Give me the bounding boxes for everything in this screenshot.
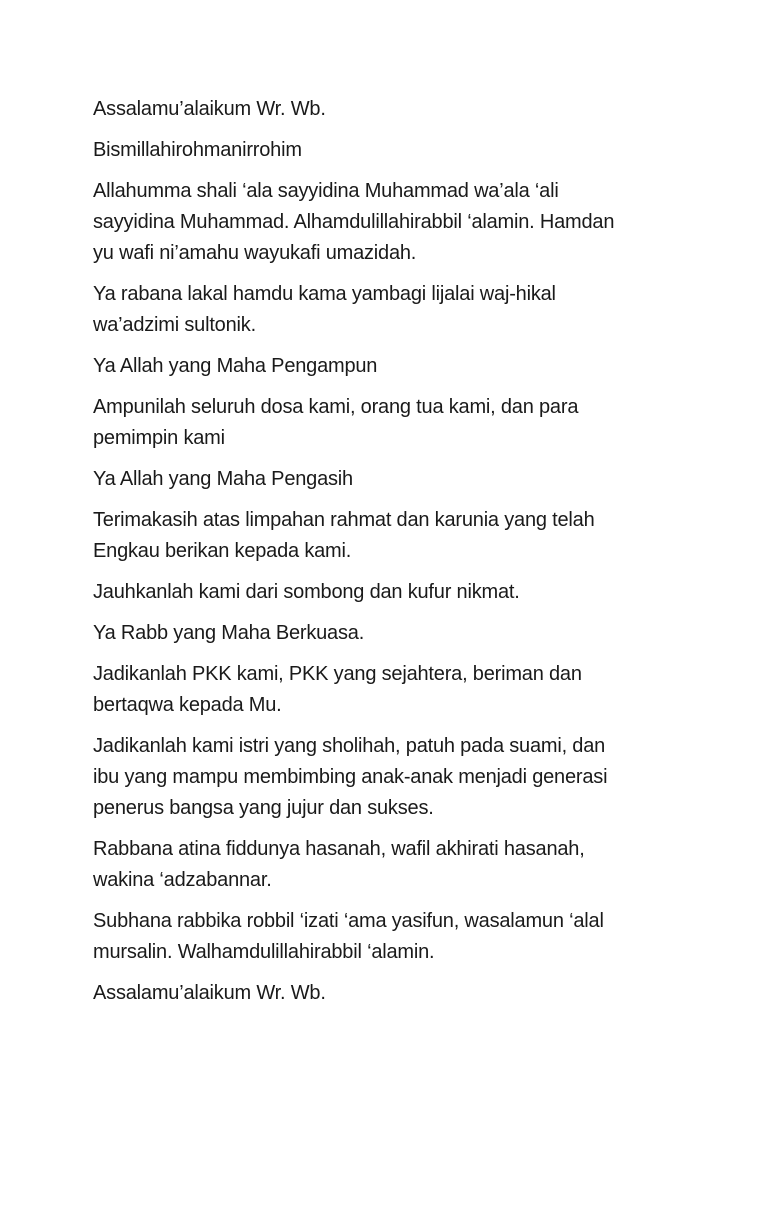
paragraph xyxy=(93,392,708,454)
paragraph xyxy=(93,659,708,721)
greeting-closing xyxy=(93,978,708,1009)
text-line: Assalamu’alaikum Wr. Wb. xyxy=(93,982,326,1004)
text-line: Ya rabana lakal hamdu kama yambagi lijalai waj-hikal xyxy=(93,283,556,305)
text-line: sayyidina Muhammad. Alhamdulillahirabbil ‘alamin. Hamdan xyxy=(93,211,615,233)
text-line: Terimakasih atas limpahan rahmat dan karunia yang telah xyxy=(93,509,595,531)
text-line: mursalin. Walhamdulillahirabbil ‘alamin. xyxy=(93,941,435,963)
text-line: Assalamu’alaikum Wr. Wb. xyxy=(93,98,326,120)
text-line: Ya Rabb yang Maha Berkuasa. xyxy=(93,622,365,644)
text-line: Ampunilah seluruh dosa kami, orang tua kami, dan para xyxy=(93,396,579,418)
paragraph xyxy=(93,176,708,269)
paragraph xyxy=(93,731,708,824)
text-line: ibu yang mampu membimbing anak-anak menjadi generasi xyxy=(93,766,608,788)
greeting-opening xyxy=(93,94,708,125)
text-line: Subhana rabbika robbil ‘izati ‘ama yasifun, wasalamun ‘alal xyxy=(93,910,604,932)
paragraph xyxy=(93,834,708,896)
paragraph xyxy=(93,351,708,382)
paragraph xyxy=(93,577,708,608)
paragraph xyxy=(93,618,708,649)
text-line: Jadikanlah PKK kami, PKK yang sejahtera, beriman dan xyxy=(93,663,582,685)
text-line: yu wafi ni’amahu wayukafi umazidah. xyxy=(93,242,417,264)
basmalah xyxy=(93,135,708,166)
paragraph xyxy=(93,464,708,495)
text-line: Jauhkanlah kami dari sombong dan kufur nikmat. xyxy=(93,581,520,603)
text-line: bertaqwa kepada Mu. xyxy=(93,694,282,716)
text-line: pemimpin kami xyxy=(93,427,225,449)
text-line: Rabbana atina fiddunya hasanah, wafil akhirati hasanah, xyxy=(93,838,585,860)
text-line: Allahumma shali ‘ala sayyidina Muhammad wa’ala ‘ali xyxy=(93,180,559,202)
paragraph xyxy=(93,505,708,567)
text-line: Ya Allah yang Maha Pengampun xyxy=(93,355,378,377)
text-line: Engkau berikan kepada kami. xyxy=(93,540,352,562)
text-line: Bismillahirohmanirrohim xyxy=(93,139,302,161)
text-line: Jadikanlah kami istri yang sholihah, patuh pada suami, dan xyxy=(93,735,606,757)
text-line: penerus bangsa yang jujur dan sukses. xyxy=(93,797,434,819)
text-line: wa’adzimi sultonik. xyxy=(93,314,256,336)
paragraph xyxy=(93,279,708,341)
text-line: wakina ‘adzabannar. xyxy=(93,869,272,891)
text-line: Ya Allah yang Maha Pengasih xyxy=(93,468,353,490)
paragraph xyxy=(93,906,708,968)
